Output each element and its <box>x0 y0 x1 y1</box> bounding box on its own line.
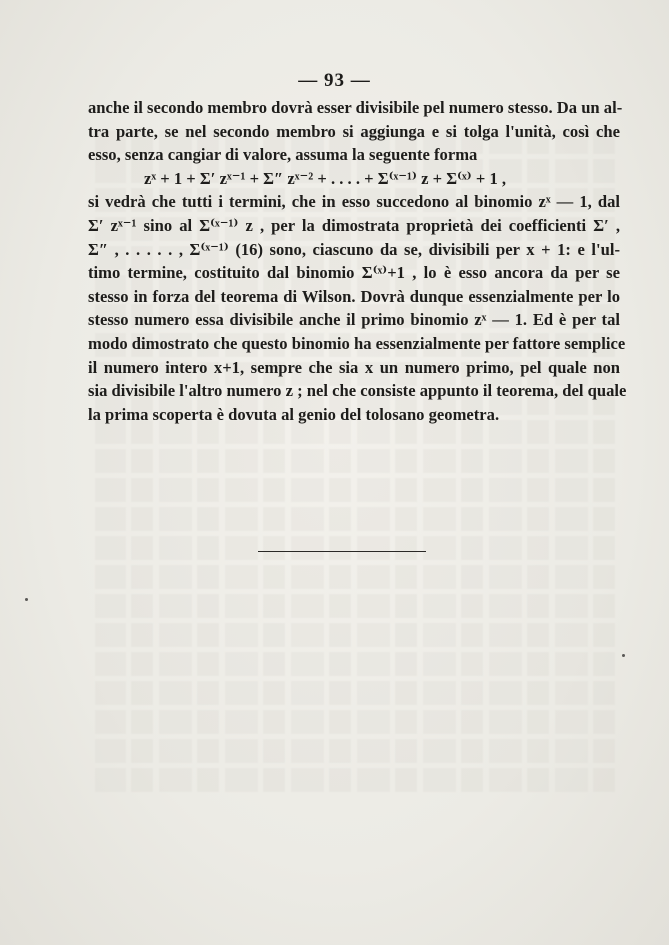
section-divider-rule <box>258 551 426 552</box>
body-line: stesso in forza del teorema di Wilson. Dovrà dunque essenzialmente per lo <box>88 286 620 306</box>
paper-speck <box>25 598 28 601</box>
body-text <box>88 96 627 426</box>
paper-speck <box>622 654 625 657</box>
body-line: modo dimostrato che questo binomio ha essenzialmente per fattore semplice <box>88 333 626 353</box>
body-line: Σ′ zˣ⁻¹ sino al Σ⁽ˣ⁻¹⁾ z , per la dimostrata proprietà dei coefficienti Σ′ , <box>88 215 620 235</box>
body-line: sia divisibile l'altro numero z ; nel che consiste appunto il teorema, del quale <box>88 381 627 401</box>
body-line: timo termine, costituito dal binomio Σ⁽ˣ⁾+1 , lo è esso ancora da per se <box>88 263 620 283</box>
body-line: Σ″ , . . . . . , Σ⁽ˣ⁻¹⁾ (16) sono, ciascuno da se, divisibili per x + 1: e l'ul- <box>88 239 620 259</box>
body-line: stesso numero essa divisibile anche il primo binomio zˣ — 1. Ed è per tal <box>88 310 620 330</box>
body-line: si vedrà che tutti i termini, che in esso succedono al binomio zˣ — 1, dal <box>88 192 620 212</box>
body-line: il numero intero x+1, sempre che sia x un numero primo, pel quale non <box>88 357 620 377</box>
page-number: — 93 — <box>298 70 371 91</box>
body-line: esso, senza cangiar di valore, assuma la seguente forma <box>88 145 478 165</box>
body-line: anche il secondo membro dovrà esser divisibile pel numero stesso. Da un al- <box>88 98 623 117</box>
display-formula: zˣ + 1 + Σ′ zˣ⁻¹ + Σ″ zˣ⁻² + . . . . + Σ⁽ˣ⁻¹⁾ z + Σ⁽ˣ⁾ + 1 , <box>144 168 507 188</box>
body-line: tra parte, se nel secondo membro si aggiunga e si tolga l'unità, così che <box>88 121 620 141</box>
body-line: la prima scoperta è dovuta al genio del tolosano geometra. <box>88 404 500 424</box>
